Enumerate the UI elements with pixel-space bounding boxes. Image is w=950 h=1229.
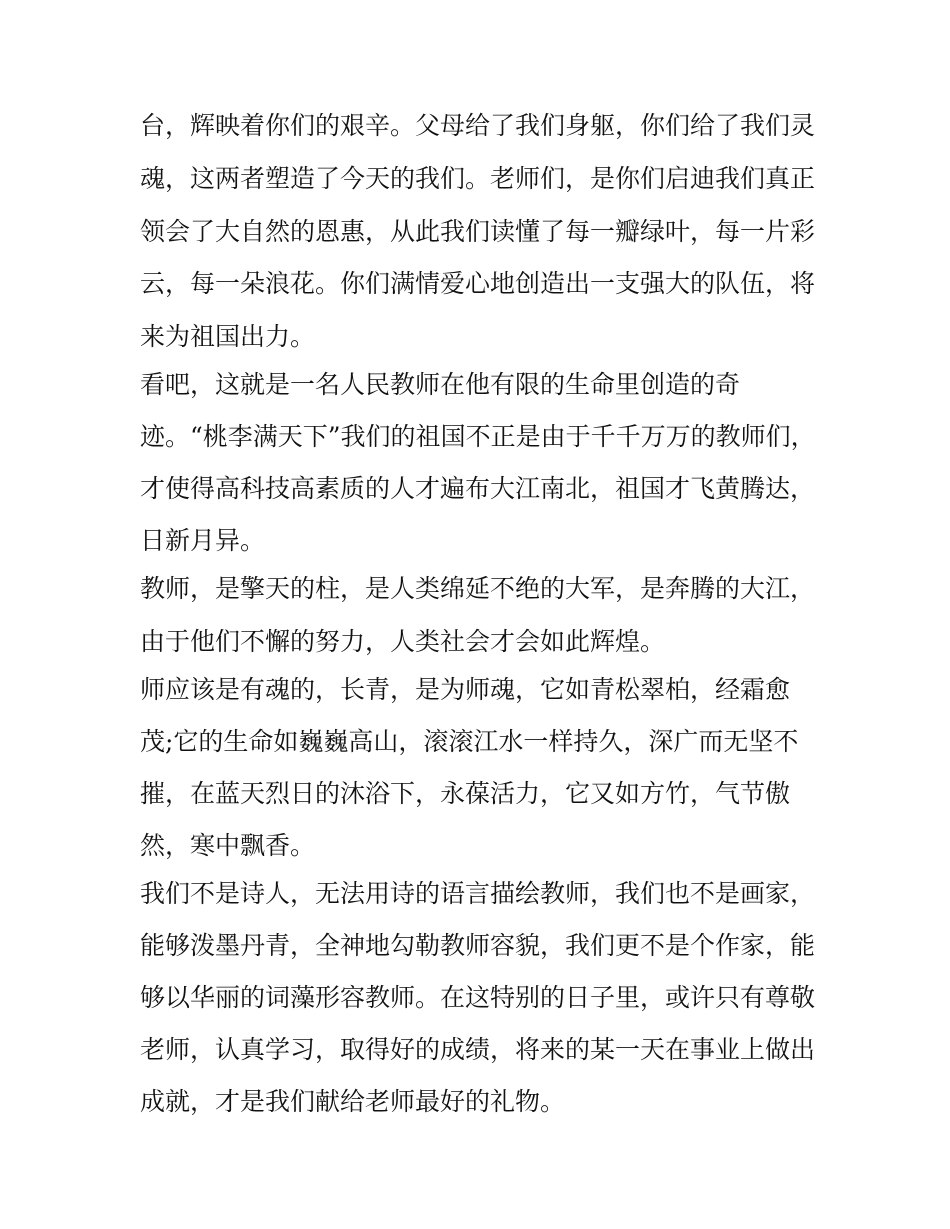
text-line: 由于他们不懈的努力，人类社会才会如此辉煌。 — [140, 627, 666, 656]
text-line: 老师，认真学习，取得好的成绩，将来的某一天在事业上做出 — [140, 1035, 816, 1064]
text-line: 领会了大自然的恩惠，从此我们读懂了每一瓣绿叶，每一片彩 — [140, 217, 816, 246]
text-line: 看吧，这就是一名人民教师在他有限的生命里创造的奇 — [140, 370, 741, 399]
text-line: 来为祖国出力。 — [140, 322, 316, 351]
text-line: 摧，在蓝天烈日的沐浴下，永葆活力，它又如方竹，气节傲 — [140, 779, 791, 808]
text-line: 然，寒中飘香。 — [140, 831, 316, 860]
text-line: 教师，是擎天的柱，是人类绵延不绝的大军，是奔腾的大江， — [140, 574, 816, 603]
text-line: 茂;它的生命如巍巍高山，滚滚江水一样持久，深广而无坚不 — [140, 727, 799, 756]
text-line: 台，辉映着你们的艰辛。父母给了我们身躯，你们给了我们灵 — [140, 111, 816, 140]
text-line: 魂，这两者塑造了今天的我们。老师们，是你们启迪我们真正 — [140, 164, 816, 193]
text-line: 能够泼墨丹青，全神地勾勒教师容貌，我们更不是个作家，能 — [140, 931, 816, 960]
text-line: 我们不是诗人，无法用诗的语言描绘教师，我们也不是画家， — [140, 879, 816, 908]
text-line: 才使得高科技高素质的人才遍布大江南北，祖国才飞黄腾达， — [140, 474, 816, 503]
text-line: 日新月异。 — [140, 526, 266, 555]
text-line: 够以华丽的词藻形容教师。在这特别的日子里，或许只有尊敬 — [140, 983, 816, 1012]
text-line: 成就，才是我们献给老师最好的礼物。 — [140, 1087, 566, 1116]
text-line: 迹。“桃李满天下”我们的祖国不正是由于千千万万的教师们， — [140, 422, 816, 451]
text-line: 师应该是有魂的，长青，是为师魂，它如青松翠柏，经霜愈 — [140, 675, 791, 704]
text-line: 云，每一朵浪花。你们满情爱心地创造出一支强大的队伍，将 — [140, 269, 816, 298]
